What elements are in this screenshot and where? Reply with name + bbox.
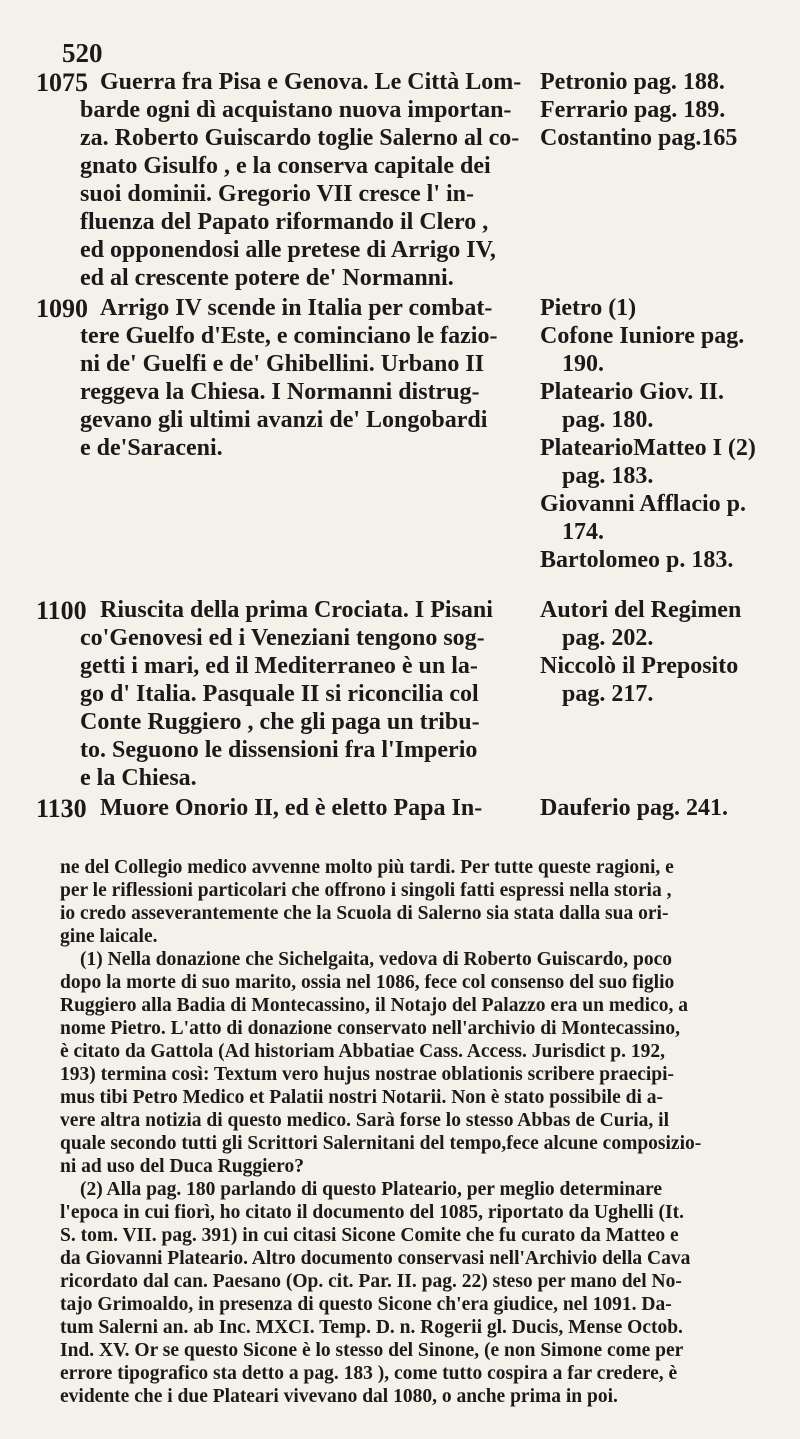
footnote-line: è citato da Gattola (Ad historiam Abbatiae Cass. Access. Jurisdict p. 192,: [60, 1041, 666, 1062]
event-line: gevano gli ultimi avanzi de' Longobardi: [80, 407, 488, 433]
event-line: ed al crescente potere de' Normanni.: [80, 265, 454, 291]
footnote-line: Ind. XV. Or se questo Sicone è lo stesso del Sinone, (e non Simone come per: [60, 1340, 684, 1361]
footnote-line: Ruggiero alla Badia di Montecassino, il Notajo del Palazzo era un medico, a: [60, 995, 688, 1016]
source-line: Niccolò il Preposito: [540, 653, 739, 679]
entry-year: 1090: [36, 294, 88, 323]
source-line: Bartolomeo p. 183.: [540, 547, 734, 573]
footnote-line: ne del Collegio medico avvenne molto più tardi. Per tutte queste ragioni, e: [60, 857, 674, 878]
event-line: gnato Gisulfo , e la conserva capitale dei: [80, 153, 491, 179]
event-line: Conte Ruggiero , che gli paga un tribu-: [80, 709, 480, 735]
source-line: PlatearioMatteo I (2): [540, 435, 756, 461]
event-line: Muore Onorio II, ed è eletto Papa In-: [100, 795, 483, 821]
footnote-line: vere altra notizia di questo medico. Sarà forse lo stesso Abbas de Curia, il: [60, 1110, 669, 1131]
footnote-line: quale secondo tutti gli Scrittori Salernitani del tempo,fece alcune composizio-: [60, 1133, 702, 1154]
source-line: Costantino pag.165: [540, 125, 738, 151]
event-line: getti i mari, ed il Mediterraneo è un la-: [80, 653, 478, 679]
entry-year: 1075: [36, 68, 88, 97]
entry-year: 1130: [36, 794, 87, 823]
source-line: Petronio pag. 188.: [540, 69, 725, 95]
footnote-line: io credo asseverantemente che la Scuola di Salerno sia stata dalla sua ori-: [60, 903, 669, 924]
source-line: Giovanni Afflacio p.: [540, 491, 747, 517]
footnote-line: 193) termina così: Textum vero hujus nostrae oblationis scribere praecipi-: [60, 1064, 675, 1085]
event-line: tere Guelfo d'Este, e cominciano le fazio-: [80, 323, 498, 349]
footnote-line: evidente che i due Plateari vivevano dal 1080, o anche prima in poi.: [60, 1386, 618, 1407]
event-line: fluenza del Papato riformando il Clero ,: [80, 209, 489, 235]
source-line: 174.: [562, 519, 604, 545]
footnote-line: per le riflessioni particolari che offrono i singoli fatti espressi nella storia ,: [60, 880, 672, 901]
footnote-line: da Giovanni Plateario. Altro documento conservasi nell'Archivio della Cava: [60, 1248, 691, 1269]
footnote-line: nome Pietro. L'atto di donazione conservato nell'archivio di Montecassino,: [60, 1018, 681, 1039]
footnote-line: (1) Nella donazione che Sichelgaita, vedova di Roberto Guiscardo, poco: [80, 949, 673, 970]
event-line: za. Roberto Guiscardo toglie Salerno al co-: [80, 125, 520, 151]
footnote-line: (2) Alla pag. 180 parlando di questo Plateario, per meglio determinare: [80, 1179, 663, 1200]
event-line: ed opponendosi alle pretese di Arrigo IV,: [80, 237, 496, 263]
event-line: Arrigo IV scende in Italia per combat-: [100, 295, 493, 321]
source-line: Plateario Giov. II.: [540, 379, 724, 405]
event-line: Riuscita della prima Crociata. I Pisani: [100, 597, 493, 623]
footnote-line: ni ad uso del Duca Ruggiero?: [60, 1156, 304, 1177]
event-line: suoi dominii. Gregorio VII cresce l' in-: [80, 181, 474, 207]
event-line: to. Seguono le dissensioni fra l'Imperio: [80, 737, 478, 763]
source-line: pag. 183.: [562, 463, 654, 489]
source-line: Ferrario pag. 189.: [540, 97, 726, 123]
footnote-line: ricordato dal can. Paesano (Op. cit. Par. II. pag. 22) steso per mano del No-: [60, 1271, 682, 1292]
footnote-line: gine laicale.: [60, 926, 158, 947]
event-line: barde ogni dì acquistano nuova importan-: [80, 97, 512, 123]
footnote-line: errore tipografico sta detto a pag. 183 ), come tutto cospira a far credere, è: [60, 1363, 678, 1384]
source-line: pag. 202.: [562, 625, 654, 651]
source-line: Cofone Iuniore pag.: [540, 323, 745, 349]
footnote-line: S. tom. VII. pag. 391) in cui citasi Sicone Comite che fu curato da Matteo e: [60, 1225, 679, 1246]
entry-year: 1100: [36, 596, 87, 625]
bleed-through-texture: [70, 520, 750, 580]
source-line: pag. 217.: [562, 681, 654, 707]
footnote-line: dopo la morte di suo marito, ossia nel 1086, fece col consenso del suo figlio: [60, 972, 675, 993]
event-line: go d' Italia. Pasquale II si riconcilia col: [80, 681, 479, 707]
source-line: Pietro (1): [540, 295, 637, 321]
event-line: Guerra fra Pisa e Genova. Le Città Lom-: [100, 69, 522, 95]
event-line: ni de' Guelfi e de' Ghibellini. Urbano II: [80, 351, 485, 377]
event-line: co'Genovesi ed i Veneziani tengono sog-: [80, 625, 485, 651]
footnote-line: mus tibi Petro Medico et Palatii nostri Notarii. Non è stato possibile di a-: [60, 1087, 664, 1108]
source-line: 190.: [562, 351, 604, 377]
event-line: reggeva la Chiesa. I Normanni distrug-: [80, 379, 480, 405]
footnote-line: tum Salerni an. ab Inc. MXCI. Temp. D. n. Rogerii gl. Ducis, Mense Octob.: [60, 1317, 683, 1338]
source-line: Autori del Regimen: [540, 597, 742, 623]
event-line: e de'Saraceni.: [80, 435, 223, 461]
source-line: pag. 180.: [562, 407, 654, 433]
footnote-line: tajo Grimoaldo, in presenza di questo Sicone ch'era giudice, nel 1091. Da-: [60, 1294, 672, 1315]
footnote-line: l'epoca in cui fiorì, ho citato il documento del 1085, riportato da Ughelli (It.: [60, 1202, 684, 1223]
event-line: e la Chiesa.: [80, 765, 197, 791]
source-line: Dauferio pag. 241.: [540, 795, 728, 821]
page-number: 520: [62, 38, 103, 68]
